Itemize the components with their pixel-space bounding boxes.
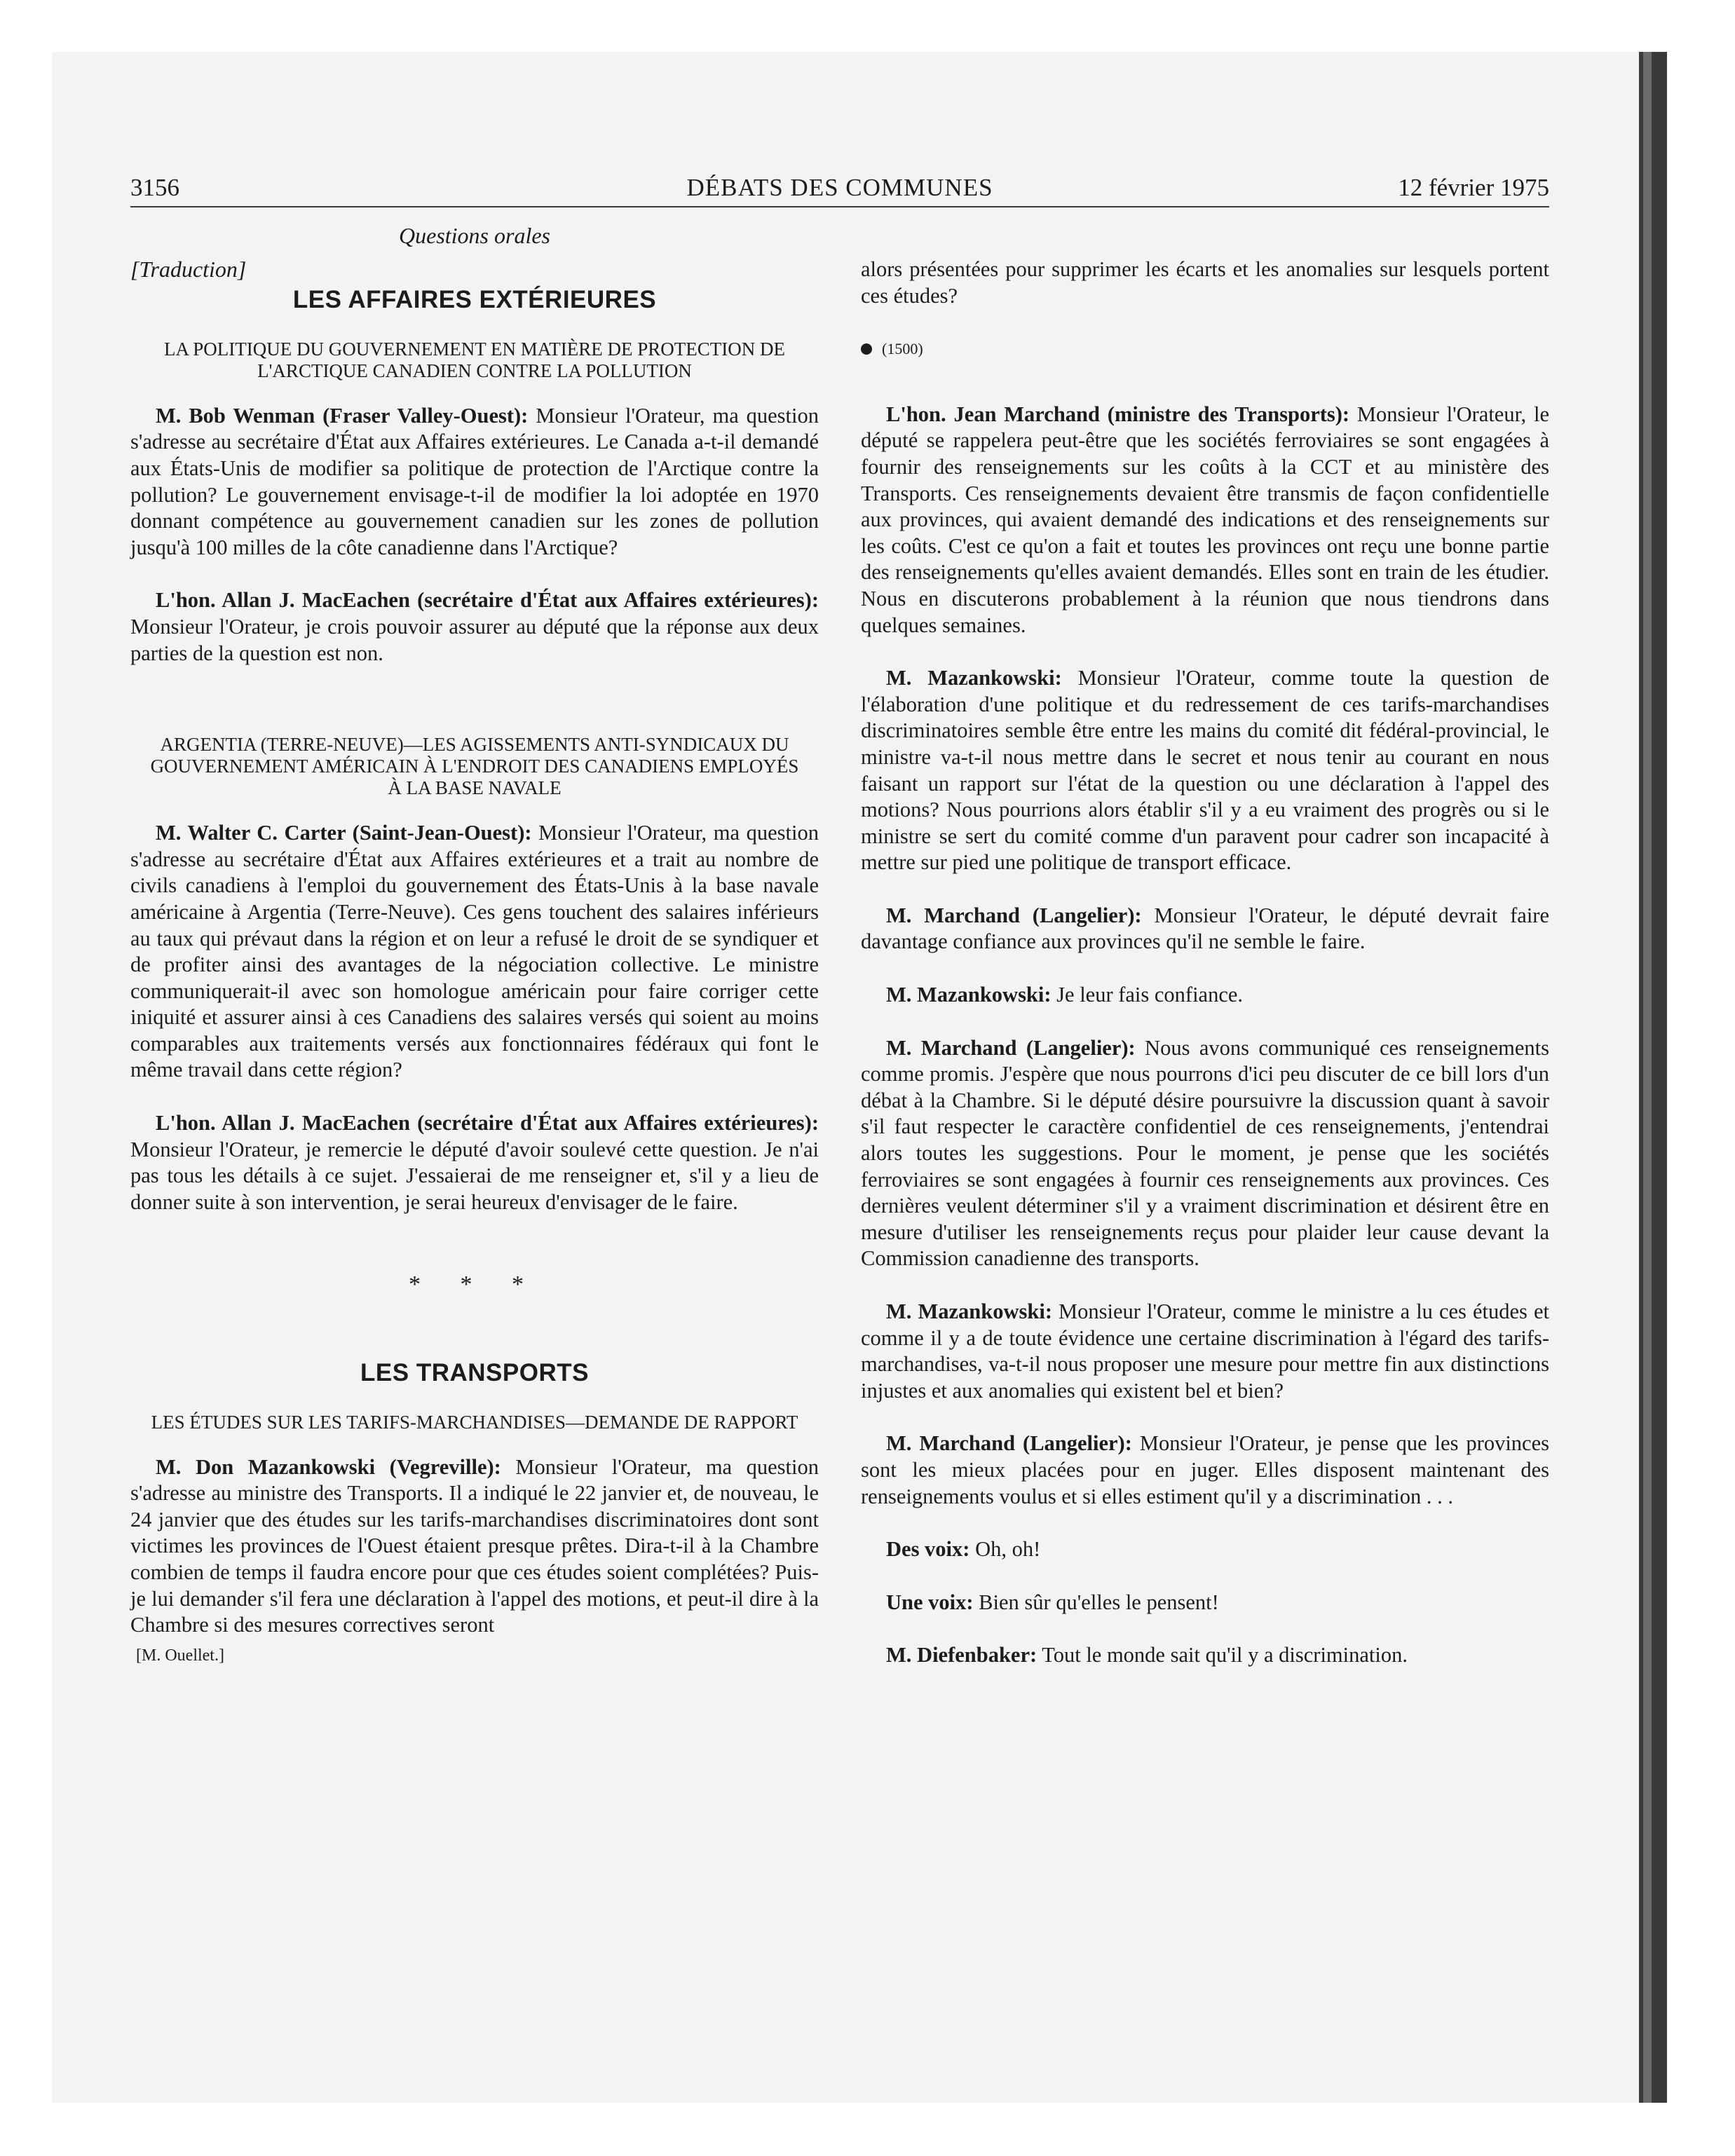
- speech-wenman: [130, 403, 819, 561]
- speech-mazankowski-4: [861, 1299, 1549, 1404]
- speech-text: alors présentées pour supprimer les écarts et les anomalies sur lesquels portent ces études?: [861, 257, 1549, 308]
- publication-title: DÉBATS DES COMMUNES: [686, 174, 993, 201]
- speech-text: Monsieur l'Orateur, ma question s'adresse au secrétaire d'État aux Affaires extérieures et a trait au nombre de civils canadiens à l'emploi du gouvernement des États-Unis à la base navale américaine à Argentia (Terre-Neuve). Ces gens touchent des salaires inférieurs au taux qui prévaut dans la région et on leur a refusé le droit de se syndiquer et de profiter ainsi des avantages de la négociation collective. Le ministre communiquerait-il avec son homologue américain pour faire corriger cette iniquité et assurer ainsi à ces Canadiens des salaires versés qui soient au moins comparables aux traitements versés aux fonctionnaires fédéraux qui font le même travail dans cette région?: [130, 821, 819, 1082]
- speaker-name: M. Walter C. Carter (Saint-Jean-Ouest):: [156, 821, 532, 845]
- speech-text: Monsieur l'Orateur, je pense que les provinces sont les mieux placées pour en juger. Elles disposent maintenant des renseignements voulus et si elles estiment qu'il y a discrimination . . .: [861, 1431, 1549, 1508]
- page-header: [130, 171, 1549, 207]
- speech-text: Bien sûr qu'elles le pensent!: [973, 1590, 1219, 1614]
- speech-maceachen-2: [130, 1110, 819, 1215]
- speaker-name: M. Mazankowski:: [886, 666, 1062, 690]
- speech-une-voix: [861, 1590, 1549, 1616]
- speech-marchand-3: [861, 1035, 1549, 1272]
- left-column: [130, 223, 819, 1669]
- speech-des-voix: [861, 1536, 1549, 1563]
- speech-marchand-2: [861, 903, 1549, 955]
- speech-text: Monsieur l'Orateur, comme le ministre a lu ces études et comme il y a de toute évidence une certaine discrimination à l'égard des tarifs-marchandises, va-t-il nous proposer une mesure pour mettre fin aux distinctions injustes et aux anomalies qui existent bel et bien?: [861, 1299, 1550, 1403]
- speaker-name: Des voix:: [886, 1537, 970, 1562]
- section-title-transports: LES TRANSPORTS: [360, 1359, 589, 1387]
- bullet-icon: [861, 343, 872, 355]
- speaker-name: L'hon. Allan J. MacEachen (secrétaire d'État aux Affaires extérieures):: [156, 588, 819, 613]
- speaker-name: M. Marchand (Langelier):: [886, 903, 1142, 927]
- speech-text: Nous avons communiqué ces renseignements comme promis. J'espère que nous pourrons d'ici peu discuter de ce bill lors d'un débat à la Chambre. Si le député désire poursuivre la discussion quant à savoir s'il faut respecter le caractère confidentiel de ces renseignements, j'entendrai alors toutes les suggestions. Pour le moment, je pense que les sociétés ferroviaires se sont engagées à fournir ces renseignements aux provinces. Ces dernières veulent déterminer s'il y a vraiment discrimination et désirent être en mesure d'utiliser les renseignements reçus pour plaider leur cause devant la Commission canadienne des transports.: [861, 1035, 1549, 1271]
- speech-carter: [130, 820, 819, 1084]
- right-column: [861, 257, 1549, 1696]
- speech-marchand-4: [861, 1431, 1549, 1510]
- section-title-foreign-affairs: LES AFFAIRES EXTÉRIEURES: [292, 286, 657, 314]
- speaker-name: M. Bob Wenman (Fraser Valley-Ouest):: [156, 403, 529, 428]
- speaker-name: M. Don Mazankowski (Vegreville):: [156, 1454, 501, 1479]
- speech-text: Je leur fais confiance.: [1051, 983, 1244, 1007]
- section-separator: * * *: [409, 1271, 540, 1298]
- speaker-name: M. Mazankowski:: [886, 1299, 1052, 1323]
- speech-text: Monsieur l'Orateur, je remercie le député d'avoir soulevé cette question. Je n'ai pas tous les détails à ce sujet. J'essaierai de me renseigner et, s'il y a lieu de donner suite à son intervention, je serai heureux d'envisager de le faire.: [130, 1137, 819, 1214]
- speaker-name: L'hon. Jean Marchand (ministre des Transports):: [886, 402, 1350, 426]
- speech-text: Tout le monde sait qu'il y a discrimination.: [1037, 1643, 1408, 1667]
- scan-binding-edge-inner: [1643, 52, 1652, 2103]
- time-marker-label: (1500): [882, 340, 923, 358]
- speech-text: Monsieur l'Orateur, comme toute la question de l'élaboration d'une politique et du redressement de ces tarifs-marchandises discriminatoires semble être entre les mains du comité dit fédéral-provincial, le ministre va-t-il nous mettre dans le secret et nous tenir au courant en nous faisant un rapport sur l'état de la question ou une déclaration à l'appel des motions? Nous pourrions alors établir s'il y a eu vraiment des progrès ou si le ministre se sert du comité comme d'un paravent pour cadrer son incapacité à mettre sur pied une politique de transport efficace.: [861, 666, 1549, 875]
- speaker-name: Une voix:: [886, 1590, 974, 1614]
- speech-text: Oh, oh!: [969, 1537, 1041, 1562]
- speech-text: Monsieur l'Orateur, je crois pouvoir assurer au député que la réponse aux deux parties de la question est non.: [130, 614, 819, 665]
- speech-text: Monsieur l'Orateur, ma question s'adresse au ministre des Transports. Il a indiqué le 22 janvier et, de nouveau, le 24 janvier que des études sur les tarifs-marchandises discriminatoires dont sont victimes les provinces de l'Ouest étaient presque prêtes. Dira-t-il à la Chambre combien de temps il faudra encore pour que ces études soient complétées? Puis-je lui demander s'il fera une déclaration à l'appel des motions, et peut-il dire à la Chambre si des mesures correctives seront: [130, 1454, 819, 1637]
- subhead-argentia: ARGENTIA (TERRE-NEUVE)—LES AGISSEMENTS ANTI-SYNDICAUX DU GOUVERNEMENT AMÉRICAIN À L'ENDROIT DES CANADIENS EMPLOYÉS À LA BASE NAVALE: [150, 734, 799, 799]
- publication-date: 12 février 1975: [1398, 174, 1549, 201]
- speech-maceachen-1: [130, 587, 819, 667]
- running-head: Questions orales: [399, 223, 550, 248]
- speaker-name: M. Marchand (Langelier):: [886, 1431, 1132, 1456]
- subhead-arctic-pollution: LA POLITIQUE DU GOUVERNEMENT EN MATIÈRE DE PROTECTION DE L'ARCTIQUE CANADIEN CONTRE LA POLLUTION: [164, 338, 785, 381]
- footer-note: [M. Ouellet.]: [136, 1646, 224, 1665]
- speech-text: Monsieur l'Orateur, ma question s'adresse au secrétaire d'État aux Affaires extérieures. Le Canada a-t-il demandé aux États-Unis de modifier sa politique de protection de l'Arctique contre la pollution? Le gouvernement envisage-t-il de modifier la loi adoptée en 1970 donnant compétence au gouvernement canadien sur les zones de pollution jusqu'à 100 milles de la côte canadienne dans l'Arctique?: [130, 403, 819, 559]
- translation-note: [Traduction]: [130, 256, 247, 282]
- speaker-name: M. Diefenbaker:: [886, 1643, 1037, 1667]
- speech-mazankowski-1: [130, 1454, 819, 1639]
- speech-diefenbaker: [861, 1642, 1549, 1669]
- speech-text: Monsieur l'Orateur, le député devrait faire davantage confiance aux provinces qu'il ne semble le faire.: [861, 903, 1549, 954]
- speech-marchand-1: [861, 402, 1549, 639]
- speaker-name: L'hon. Allan J. MacEachen (secrétaire d'État aux Affaires extérieures):: [156, 1111, 819, 1135]
- speech-text: Monsieur l'Orateur, le député se rappelera peut-être que les sociétés ferroviaires se sont engagées à fournir des renseignements sur les coûts à la CCT et au ministère des Transports. Ces renseignements devaient être transmis de façon confidentielle aux provinces, qui avaient demandé des indications et des renseignements sur les coûts. C'est ce qu'on a fait et toutes les provinces ont reçu une bonne partie des renseignements qu'elles avaient demandés. Elles sont en train de les étudier. Nous en discuterons probablement à la réunion que nous tiendrons dans quelques semaines.: [861, 402, 1549, 637]
- speech-mazankowski-2: [861, 665, 1549, 876]
- speech-continuation: [861, 257, 1549, 309]
- subhead-freight-rates: LES ÉTUDES SUR LES TARIFS-MARCHANDISES—DEMANDE DE RAPPORT: [151, 1411, 798, 1433]
- time-marker: [861, 336, 1549, 362]
- speech-mazankowski-3: [861, 982, 1549, 1009]
- speaker-name: M. Mazankowski:: [886, 983, 1052, 1007]
- speaker-name: M. Marchand (Langelier):: [886, 1035, 1136, 1060]
- page-number: 3156: [130, 174, 179, 201]
